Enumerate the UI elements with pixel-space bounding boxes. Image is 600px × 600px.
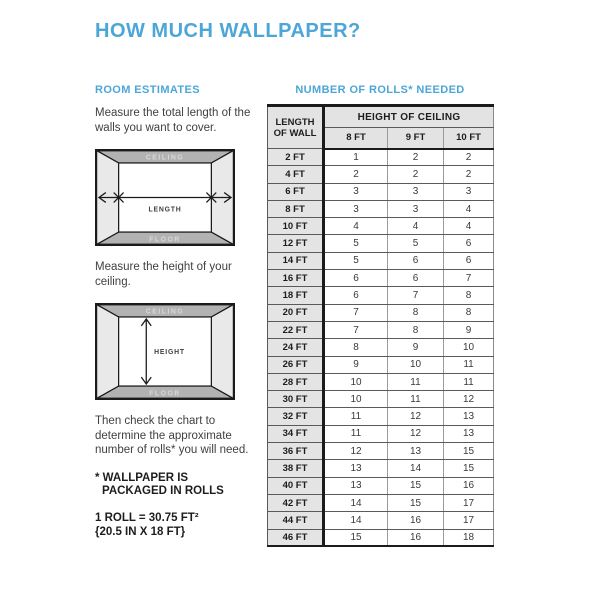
wall-length-cell: 24 FT [268, 339, 324, 356]
table-row [268, 304, 494, 321]
rolls-count-cell: 16 [388, 529, 444, 546]
rolls-needed-heading: NUMBER OF ROLLS* NEEDED [295, 84, 465, 96]
table-row [268, 356, 494, 373]
rolls-count-cell: 13 [324, 477, 388, 494]
rolls-count-cell: 11 [388, 391, 444, 408]
table-row [268, 408, 494, 425]
rolls-count-cell: 6 [388, 270, 444, 287]
rolls-count-cell: 4 [388, 218, 444, 235]
col-header-10ft: 10 FT [444, 128, 494, 149]
rolls-count-cell: 8 [444, 287, 494, 304]
rolls-count-cell: 3 [444, 183, 494, 200]
wall-length-cell: 46 FT [268, 529, 324, 546]
rolls-count-cell: 13 [388, 443, 444, 460]
rolls-count-cell: 10 [324, 391, 388, 408]
rolls-count-cell: 7 [388, 287, 444, 304]
rolls-count-cell: 11 [388, 373, 444, 390]
rolls-table [267, 104, 494, 547]
wall-length-cell: 2 FT [268, 149, 324, 166]
rolls-count-cell: 12 [444, 391, 494, 408]
table-row [268, 252, 494, 269]
wall-length-cell: 10 FT [268, 218, 324, 235]
wall-length-cell: 20 FT [268, 304, 324, 321]
table-row [268, 287, 494, 304]
wall-length-cell: 26 FT [268, 356, 324, 373]
rolls-count-cell: 2 [444, 166, 494, 183]
table-row [268, 339, 494, 356]
table-row [268, 460, 494, 477]
roll-size-line2: {20.5 IN X 18 FT} [95, 526, 186, 538]
rolls-count-cell: 15 [388, 477, 444, 494]
floor-label: FLOOR [149, 390, 181, 398]
page-title: HOW MUCH WALLPAPER? [95, 20, 361, 42]
height-of-ceiling-header: HEIGHT OF CEILING [324, 106, 494, 128]
rolls-count-cell: 14 [324, 494, 388, 511]
room-estimates-section [95, 84, 253, 540]
rolls-count-cell: 2 [388, 166, 444, 183]
wall-length-cell: 30 FT [268, 391, 324, 408]
wall-length-cell: 42 FT [268, 494, 324, 511]
table-row [268, 270, 494, 287]
room-length-diagram [95, 149, 235, 246]
wall-length-cell: 6 FT [268, 183, 324, 200]
table-row [268, 149, 494, 166]
wall-length-cell: 40 FT [268, 477, 324, 494]
rolls-count-cell: 17 [444, 494, 494, 511]
rolls-count-cell: 2 [388, 149, 444, 166]
table-row [268, 512, 494, 529]
col-header-9ft: 9 FT [388, 128, 444, 149]
table-row [268, 166, 494, 183]
rolls-count-cell: 4 [444, 200, 494, 217]
rolls-count-cell: 14 [388, 460, 444, 477]
rolls-count-cell: 8 [388, 321, 444, 338]
rolls-count-cell: 9 [388, 339, 444, 356]
rolls-count-cell: 11 [444, 373, 494, 390]
ceiling-label: CEILING [145, 308, 185, 316]
table-row [268, 218, 494, 235]
rolls-count-cell: 13 [444, 425, 494, 442]
rolls-count-cell: 6 [324, 270, 388, 287]
rolls-count-cell: 4 [324, 218, 388, 235]
rolls-count-cell: 3 [324, 183, 388, 200]
rolls-count-cell: 3 [324, 200, 388, 217]
rolls-count-cell: 16 [444, 477, 494, 494]
wall-length-cell: 44 FT [268, 512, 324, 529]
table-row [268, 321, 494, 338]
rolls-count-cell: 5 [388, 235, 444, 252]
rolls-count-cell: 17 [444, 512, 494, 529]
rolls-count-cell: 10 [388, 356, 444, 373]
table-row [268, 183, 494, 200]
rolls-count-cell: 13 [324, 460, 388, 477]
rolls-count-cell: 10 [444, 339, 494, 356]
wall-length-cell: 8 FT [268, 200, 324, 217]
rolls-count-cell: 4 [444, 218, 494, 235]
rolls-count-cell: 8 [444, 304, 494, 321]
roll-size-line1: 1 ROLL = 30.75 FT² [95, 511, 199, 524]
rolls-count-cell: 7 [324, 321, 388, 338]
rolls-count-cell: 2 [324, 166, 388, 183]
rolls-count-cell: 10 [324, 373, 388, 390]
wall-length-cell: 22 FT [268, 321, 324, 338]
wall-length-cell: 32 FT [268, 408, 324, 425]
wall-length-cell: 38 FT [268, 460, 324, 477]
rolls-count-cell: 5 [324, 252, 388, 269]
roll-size-info [95, 511, 253, 540]
rolls-count-cell: 15 [388, 494, 444, 511]
table-row [268, 235, 494, 252]
table-row [268, 373, 494, 390]
rolls-count-cell: 2 [444, 149, 494, 166]
col-header-8ft: 8 FT [324, 128, 388, 149]
step3-text: Then check the chart to determine the approximate number of rolls* you will need. [95, 415, 249, 456]
rolls-count-cell: 3 [388, 183, 444, 200]
rolls-count-cell: 12 [324, 443, 388, 460]
table-row [268, 200, 494, 217]
rolls-count-cell: 3 [388, 200, 444, 217]
rolls-count-cell: 15 [444, 460, 494, 477]
room-height-diagram [95, 303, 235, 400]
rolls-count-cell: 9 [324, 356, 388, 373]
floor-label: FLOOR [149, 236, 181, 244]
table-row [268, 529, 494, 546]
wall-length-cell: 12 FT [268, 235, 324, 252]
rolls-count-cell: 18 [444, 529, 494, 546]
rolls-count-cell: 11 [324, 425, 388, 442]
rolls-count-cell: 6 [324, 287, 388, 304]
wall-length-cell: 18 FT [268, 287, 324, 304]
wallpaper-rolls-footnote [95, 472, 253, 499]
rolls-count-cell: 15 [324, 529, 388, 546]
wall-length-cell: 28 FT [268, 373, 324, 390]
rolls-count-cell: 15 [444, 443, 494, 460]
table-row [268, 391, 494, 408]
rolls-count-cell: 13 [444, 408, 494, 425]
rolls-count-cell: 12 [388, 408, 444, 425]
rolls-count-cell: 8 [388, 304, 444, 321]
rolls-count-cell: 1 [324, 149, 388, 166]
wall-length-cell: 36 FT [268, 443, 324, 460]
wall-length-cell: 14 FT [268, 252, 324, 269]
step2-text: Measure the height of your ceiling. [95, 261, 232, 288]
rolls-count-cell: 5 [324, 235, 388, 252]
room-estimates-heading: ROOM ESTIMATES [95, 84, 201, 96]
rolls-count-cell: 6 [444, 252, 494, 269]
rolls-needed-section [267, 84, 493, 547]
wall-length-cell: 34 FT [268, 425, 324, 442]
height-dimension-label: HEIGHT [154, 348, 185, 356]
footnote-line2: PACKAGED IN ROLLS [102, 485, 224, 497]
left-wall [96, 304, 119, 399]
footnote-line1: * WALLPAPER IS [95, 471, 189, 484]
table-row [268, 425, 494, 442]
rolls-count-cell: 11 [444, 356, 494, 373]
ceiling-label: CEILING [145, 154, 185, 162]
table-row [268, 477, 494, 494]
rolls-count-cell: 7 [324, 304, 388, 321]
length-dimension-label: LENGTH [148, 206, 182, 214]
table-row [268, 494, 494, 511]
wall-length-cell: 16 FT [268, 270, 324, 287]
right-wall [211, 304, 234, 399]
rolls-count-cell: 11 [324, 408, 388, 425]
rolls-count-cell: 9 [444, 321, 494, 338]
step1-text: Measure the total length of the walls you want to cover. [95, 107, 251, 134]
rolls-count-cell: 14 [324, 512, 388, 529]
wall-length-cell: 4 FT [268, 166, 324, 183]
rolls-count-cell: 7 [444, 270, 494, 287]
rolls-count-cell: 6 [388, 252, 444, 269]
table-header-row [268, 106, 494, 128]
length-of-wall-header: LENGTH OF WALL [268, 106, 324, 149]
rolls-count-cell: 12 [388, 425, 444, 442]
rolls-count-cell: 6 [444, 235, 494, 252]
rolls-count-cell: 16 [388, 512, 444, 529]
table-row [268, 443, 494, 460]
rolls-count-cell: 8 [324, 339, 388, 356]
